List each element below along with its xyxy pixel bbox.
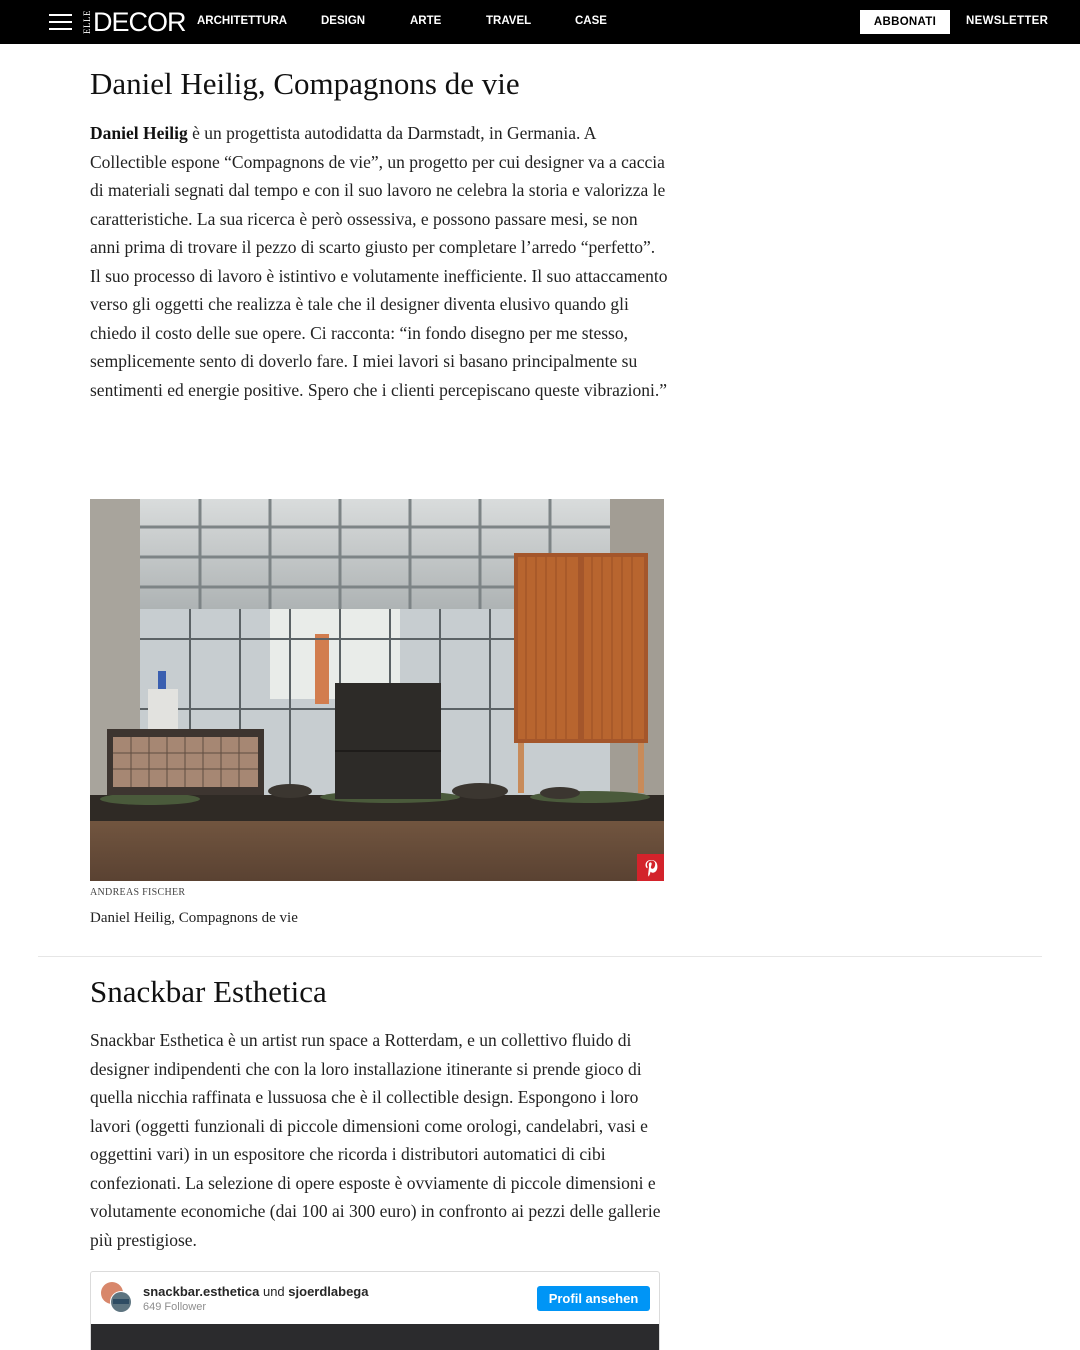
nav-arte[interactable]: ARTE: [410, 15, 442, 27]
section-body-snackbar-esthetica: Snackbar Esthetica è un artist run space a Rotterdam, e un collettivo fluido di designer indipendenti che con la loro installazione itinerante si prende gioco di quella nicchia raffinata e lussuosa che è il collectible design. Espongono i loro lavori (oggetti funzionali di piccole dimensioni come orologi, candelabri, vasi e oggettini vari) in un espositore che ricorda i distributori automatici di cibi confezionati. La selezione di opere esposte è ovviamente di piccole dimensioni e volutamente economiche (dai 100 ai 300 euro) in confronto ai pezzi delle gallerie più prestigiose.: [90, 1030, 661, 1250]
instagram-joiner: und: [259, 1284, 289, 1299]
body-lead-bold: Daniel Heilig: [90, 123, 188, 143]
top-navigation-bar: [0, 0, 1080, 44]
newsletter-link[interactable]: NEWSLETTER: [966, 15, 1049, 27]
photo-credit: ANDREAS FISCHER: [90, 887, 186, 898]
body-text: è un progettista autodidatta da Darmstadt, in Germania. A Collectible espone “Compagnons de vie”, un progetto per cui designer va a caccia di materiali segnati dal tempo e con il suo lavoro ne celebra la storia e valorizza le caratteristiche. La sua ricerca è però ossessiva, e possono passare mesi, se non anni prima di trovare il pezzo di scarto giusto per completare l’arredo “perfetto”. Il suo processo di lavoro è istintivo e volutamente inefficiente. Il suo attaccamento verso gli oggetti che realizza è tale che il designer diventa elusivo quando gli chiedo il costo delle sue opere. Ci racconta: “in fondo disegno per me stesso, semplicemente sento di doverlo fare. I miei lavori si basano principalmente su sentimenti ed energie positive. Spero che i clienti percepiscano queste vibrazioni.”: [90, 123, 668, 400]
pinterest-icon: [644, 859, 658, 877]
nav-design[interactable]: DESIGN: [321, 15, 366, 27]
instagram-account-names: [143, 1284, 368, 1299]
pinterest-save-button[interactable]: [637, 854, 664, 881]
section-body-daniel-heilig: [90, 119, 670, 404]
photo-caption: Daniel Heilig, Compagnons de vie: [90, 910, 298, 926]
instagram-avatar[interactable]: [100, 1281, 134, 1315]
hamburger-menu-icon[interactable]: [49, 12, 72, 32]
elle-decor-logo[interactable]: [83, 8, 186, 36]
exhibition-photo-illustration: [90, 499, 664, 881]
section-title-daniel-heilig: Daniel Heilig, Compagnons de vie: [90, 66, 520, 101]
subscribe-button[interactable]: ABBONATI: [859, 9, 951, 35]
instagram-post-media[interactable]: [91, 1324, 660, 1350]
section-title-snackbar-esthetica: Snackbar Esthetica: [90, 974, 327, 1009]
instagram-followers-count: 649 Follower: [143, 1301, 206, 1313]
avatar-icon: [100, 1281, 134, 1315]
nav-case[interactable]: CASE: [575, 15, 607, 27]
logo-elle-text: ELLE: [82, 10, 92, 34]
article-photo: [90, 499, 664, 881]
logo-decor-text: DECOR: [93, 6, 186, 37]
section-divider: [38, 956, 1042, 957]
nav-travel[interactable]: TRAVEL: [486, 15, 532, 27]
nav-architettura[interactable]: ARCHITETTURA: [197, 15, 288, 27]
instagram-account-2[interactable]: sjoerdlabega: [288, 1284, 369, 1299]
instagram-account-1[interactable]: snackbar.esthetica: [143, 1284, 260, 1299]
instagram-embed: [90, 1271, 660, 1350]
view-profile-button[interactable]: Profil ansehen: [537, 1286, 650, 1311]
